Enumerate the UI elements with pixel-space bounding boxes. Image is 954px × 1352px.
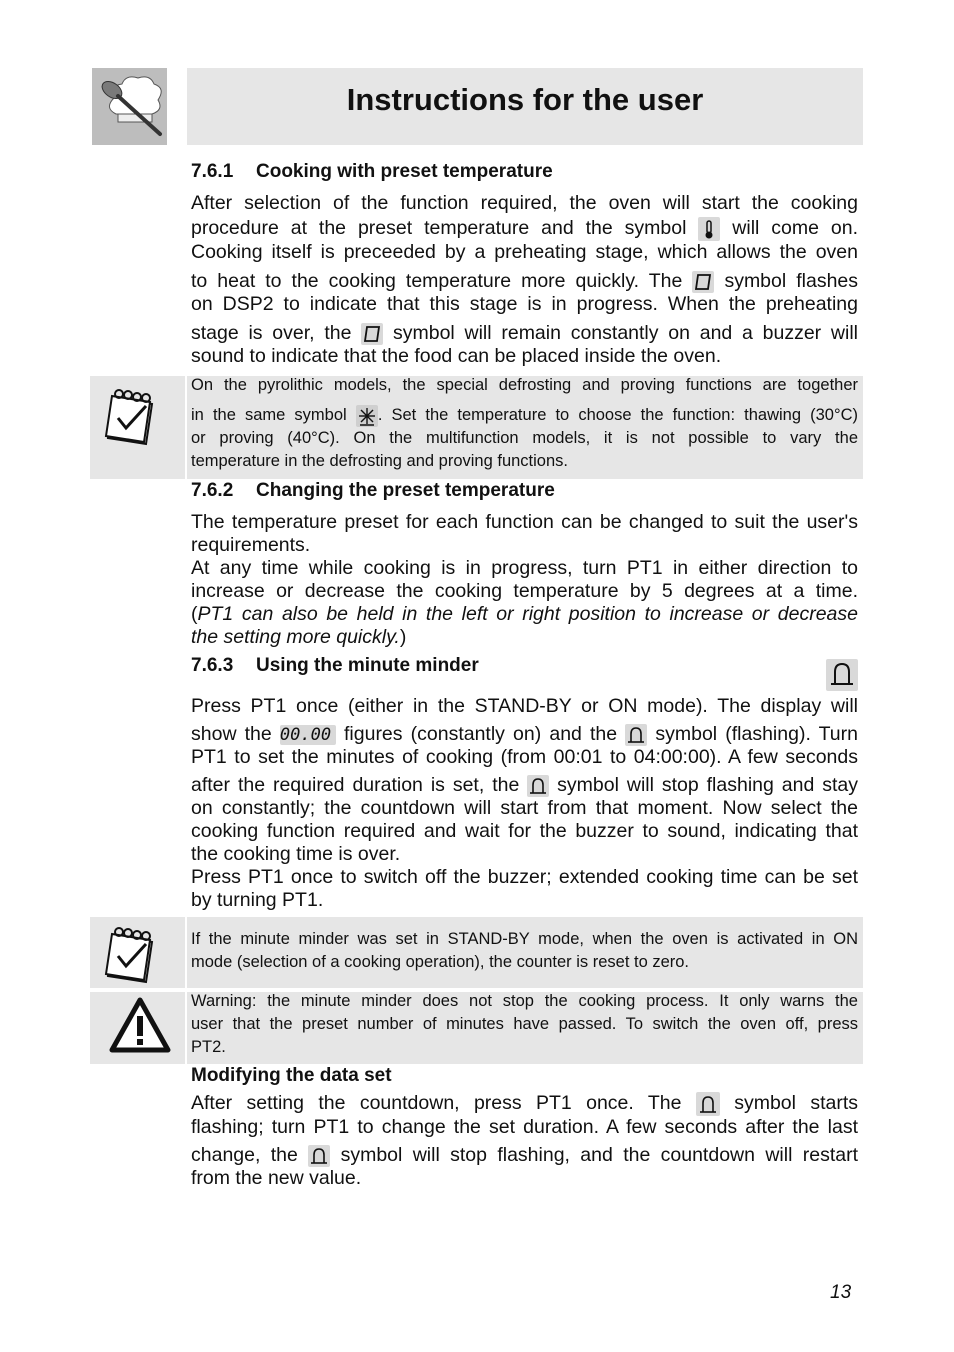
heading-number: 7.6.3 — [191, 655, 234, 676]
heading-text: Changing the preset temperature — [256, 480, 555, 501]
text-line: by turning PT1. — [191, 889, 324, 911]
section-heading-761 — [191, 161, 553, 183]
text-line: on constantly; the countdown will start from that moment. Now select the — [191, 797, 858, 819]
text-line: the setting more quickly.) — [191, 626, 407, 648]
logo — [92, 68, 167, 145]
section-762-body — [191, 511, 858, 649]
note-text — [191, 374, 858, 473]
note-separator — [185, 917, 187, 988]
section-763-body — [191, 695, 858, 912]
notepad-check-icon — [104, 922, 166, 989]
modifying-body — [191, 1092, 858, 1190]
warning-text — [191, 990, 858, 1059]
text-line: change, the symbol will stop flashing, and the countdown will restart — [191, 1144, 859, 1166]
text-line: PT1 to set the minutes of cooking (from 00:01 to 04:00:00). A few seconds — [191, 746, 858, 768]
note-text — [191, 928, 858, 974]
bell-icon — [308, 1145, 330, 1167]
text-line: after the required duration is set, the symbol will stop flashing and stay — [191, 774, 858, 796]
text-line: Cooking itself is preceeded by a preheating stage, which allows the oven — [191, 241, 858, 263]
page-number: 13 — [830, 1282, 852, 1303]
bell-icon — [696, 1092, 720, 1116]
note-separator — [185, 992, 187, 1064]
defrost-icon — [356, 405, 378, 427]
text-line: After selection of the function required, the oven will start the cooking — [191, 192, 858, 214]
text-line: in the same symbol . Set the temperature to choose the function: thawing (30°C) — [191, 404, 858, 427]
text-line: On the pyrolithic models, the special defrosting and proving functions are together — [191, 376, 858, 394]
spoon-chef-hat-icon — [92, 68, 167, 145]
display-figures: 00.00 — [280, 725, 336, 745]
preheat-icon — [692, 271, 714, 293]
text-line: Press PT1 once (either in the STAND-BY or ON mode). The display will — [191, 695, 858, 717]
text-line: user that the preset number of minutes have passed. To switch the oven off, press — [191, 1015, 858, 1033]
text-line: to heat to the cooking temperature more quickly. The symbol flashes — [191, 270, 859, 292]
page-title: Instructions for the user — [346, 82, 704, 117]
section-heading-762 — [191, 480, 555, 502]
text-line: increase or decrease the cooking temperature by 5 degrees at a time. — [191, 580, 858, 602]
preheat-icon — [361, 323, 383, 345]
text-line: temperature in the defrosting and proving functions. — [191, 452, 568, 470]
bell-icon — [826, 659, 858, 691]
text-line: or proving (40°C). On the multifunction models, it is not possible to vary the — [191, 429, 858, 447]
thermometer-icon — [698, 217, 720, 241]
note-separator — [185, 376, 187, 479]
text-line: mode (selection of a cooking operation), the counter is reset to zero. — [191, 953, 690, 971]
text-line: on DSP2 to indicate that this stage is in progress. When the preheating — [191, 293, 858, 315]
text-line: PT2. — [191, 1038, 226, 1056]
text-line: At any time while cooking is in progress, turn PT1 in either direction to — [191, 557, 858, 579]
text-line: Press PT1 once to switch off the buzzer; extended cooking time can be set — [191, 866, 858, 888]
bell-icon — [527, 775, 549, 797]
text-line: After setting the countdown, press PT1 once. The symbol starts — [191, 1092, 859, 1115]
heading-number: 7.6.1 — [191, 161, 234, 182]
text-line: requirements. — [191, 534, 311, 556]
notepad-check-icon — [104, 384, 166, 451]
text-line: flashing; turn PT1 to change the set duration. A few seconds after the last — [191, 1116, 858, 1138]
text-line: Warning: the minute minder does not stop the cooking process. It only warns the — [191, 992, 858, 1010]
heading-number: 7.6.2 — [191, 480, 234, 501]
text-line: stage is over, the symbol will remain constantly on and a buzzer will — [191, 322, 858, 344]
text-line: show the 00.00 figures (constantly on) and the symbol (flashing). Turn — [191, 723, 858, 745]
heading-text: Cooking with preset temperature — [256, 161, 553, 182]
text-line: sound to indicate that the food can be placed inside the oven. — [191, 345, 722, 367]
text-line: (PT1 can also be held in the left or right position to increase or decrease — [191, 603, 858, 625]
text-line: If the minute minder was set in STAND-BY mode, when the oven is activated in ON — [191, 930, 858, 948]
heading-text: Using the minute minder — [256, 655, 479, 676]
bell-icon — [625, 724, 647, 746]
modifying-heading: Modifying the data set — [191, 1065, 392, 1086]
warning-triangle-icon — [108, 996, 172, 1061]
text-line: procedure at the preset temperature and the symbol will come on. — [191, 217, 859, 240]
text-line: cooking function required and wait for the buzzer to sound, indicating that — [191, 820, 858, 842]
section-heading-763 — [191, 655, 479, 677]
section-761-body — [191, 192, 858, 368]
text-line: The temperature preset for each function can be changed to suit the user's — [191, 511, 858, 533]
text-line: the cooking time is over. — [191, 843, 401, 865]
text-line: from the new value. — [191, 1167, 362, 1189]
